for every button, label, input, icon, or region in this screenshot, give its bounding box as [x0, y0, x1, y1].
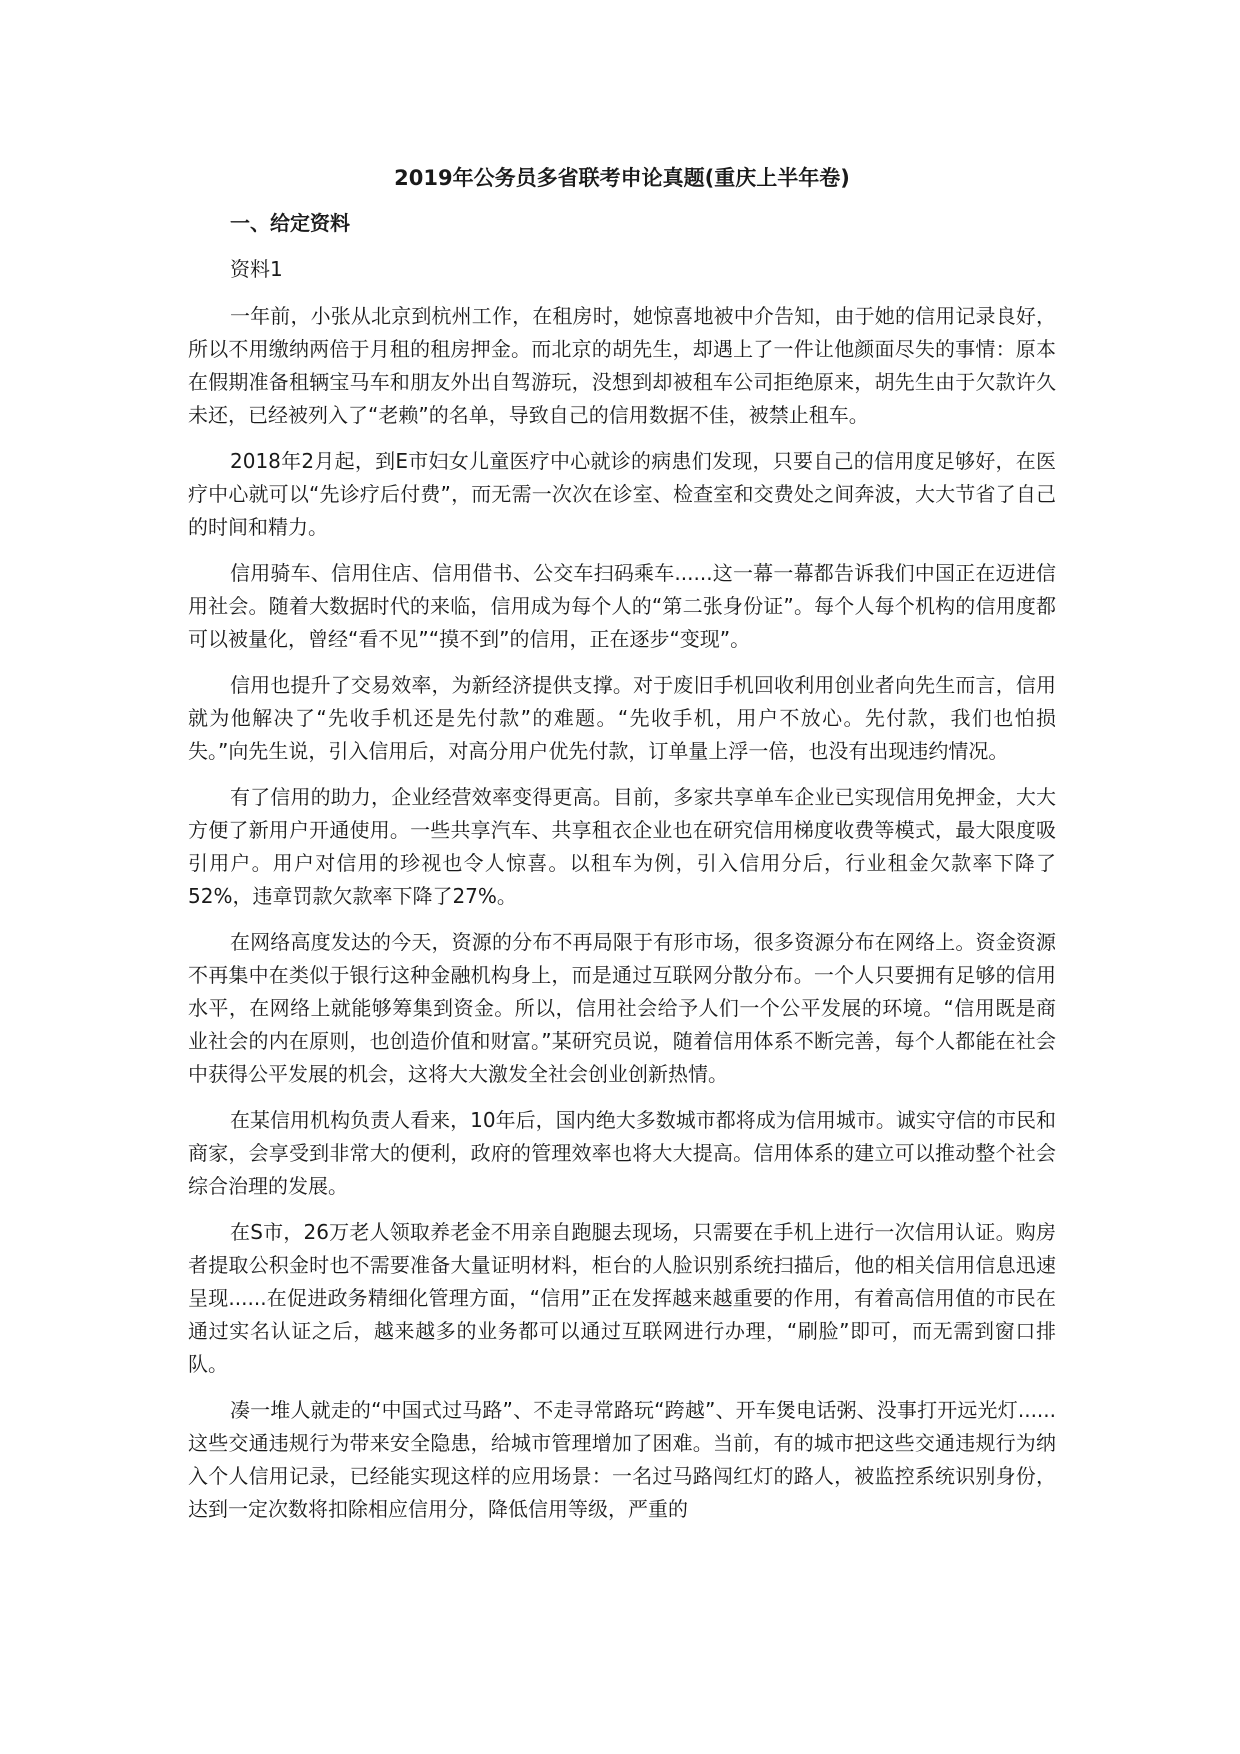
paragraph-1: 一年前，小张从北京到杭州工作，在租房时，她惊喜地被中介告知，由于她的信用记录良好，所以不用缴纳两倍于月租的租房押金。而北京的胡先生，却遇上了一件让他颜面尽失的事情：原本在假期准备租辆宝马车和朋友外出自驾游玩，没想到却被租车公司拒绝原来，胡先生由于欠款许久未还，已经被列入了“老赖”的名单，导致自己的信用数据不佳，被禁止租车。	[188, 304, 1056, 427]
paragraph-2: 2018年2月起，到E市妇女儿童医疗中心就诊的病患们发现，只要自己的信用度足够好，在医疗中心就可以“先诊疗后付费”，而无需一次次在诊室、检查室和交费处之间奔波，大大节省了自己的时间和精力。	[188, 449, 1056, 539]
document-page	[188, 160, 1056, 1539]
paragraph-8: 在S市，26万老人领取养老金不用亲自跑腿去现场，只需要在手机上进行一次信用认证。购房者提取公积金时也不需要准备大量证明材料，柜台的人脸识别系统扫描后，他的相关信用信息迅速呈现......在促进政务精细化管理方面，“信用”正在发挥越来越重要的作用，有着高信用值的市民在通过实名认证之后，越来越多的业务都可以通过互联网进行办理，“刷脸”即可，而无需到窗口排队。	[188, 1220, 1056, 1376]
paragraph-3: 信用骑车、信用住店、信用借书、公交车扫码乘车......这一幕一幕都告诉我们中国正在迈进信用社会。随着大数据时代的来临，信用成为每个人的“第二张身份证”。每个人每个机构的信用度都可以被量化，曾经“看不见”“摸不到”的信用，正在逐步“变现”。	[188, 561, 1056, 651]
section-heading: 一、给定资料	[230, 211, 350, 235]
paragraph-9: 凑一堆人就走的“中国式过马路”、不走寻常路玩“跨越”、开车煲电话粥、没事打开远光灯......这些交通违规行为带来安全隐患，给城市管理增加了困难。当前，有的城市把这些交通违规行为纳入个人信用记录，已经能实现这样的应用场景：一名过马路闯红灯的路人，被监控系统识别身份，达到一定次数将扣除相应信用分，降低信用等级，严重的	[188, 1398, 1056, 1521]
paragraph-4: 信用也提升了交易效率，为新经济提供支撑。对于废旧手机回收利用创业者向先生而言，信用就为他解决了“先收手机还是先付款”的难题。“先收手机，用户不放心。先付款，我们也怕损失。”向先生说，引入信用后，对高分用户优先付款，订单量上浮一倍，也没有出现违约情况。	[188, 673, 1056, 763]
paragraph-5: 有了信用的助力，企业经营效率变得更高。目前，多家共享单车企业已实现信用免押金，大大方便了新用户开通使用。一些共享汽车、共享租衣企业也在研究信用梯度收费等模式，最大限度吸引用户。用户对信用的珍视也令人惊喜。以租车为例，引入信用分后，行业租金欠款率下降了52%，违章罚款欠款率下降了27%。	[188, 785, 1056, 908]
material-label: 资料1	[230, 257, 283, 281]
document-title: 2019年公务员多省联考申论真题(重庆上半年卷)	[394, 166, 850, 190]
paragraph-6: 在网络高度发达的今天，资源的分布不再局限于有形市场，很多资源分布在网络上。资金资源不再集中在类似于银行这种金融机构身上，而是通过互联网分散分布。一个人只要拥有足够的信用水平，在网络上就能够筹集到资金。所以，信用社会给予人们一个公平发展的环境。“信用既是商业社会的内在原则，也创造价值和财富。”某研究员说，随着信用体系不断完善，每个人都能在社会中获得公平发展的机会，这将大大激发全社会创业创新热情。	[188, 930, 1056, 1086]
paragraph-7: 在某信用机构负责人看来，10年后，国内绝大多数城市都将成为信用城市。诚实守信的市民和商家，会享受到非常大的便利，政府的管理效率也将大大提高。信用体系的建立可以推动整个社会综合治理的发展。	[188, 1108, 1056, 1198]
